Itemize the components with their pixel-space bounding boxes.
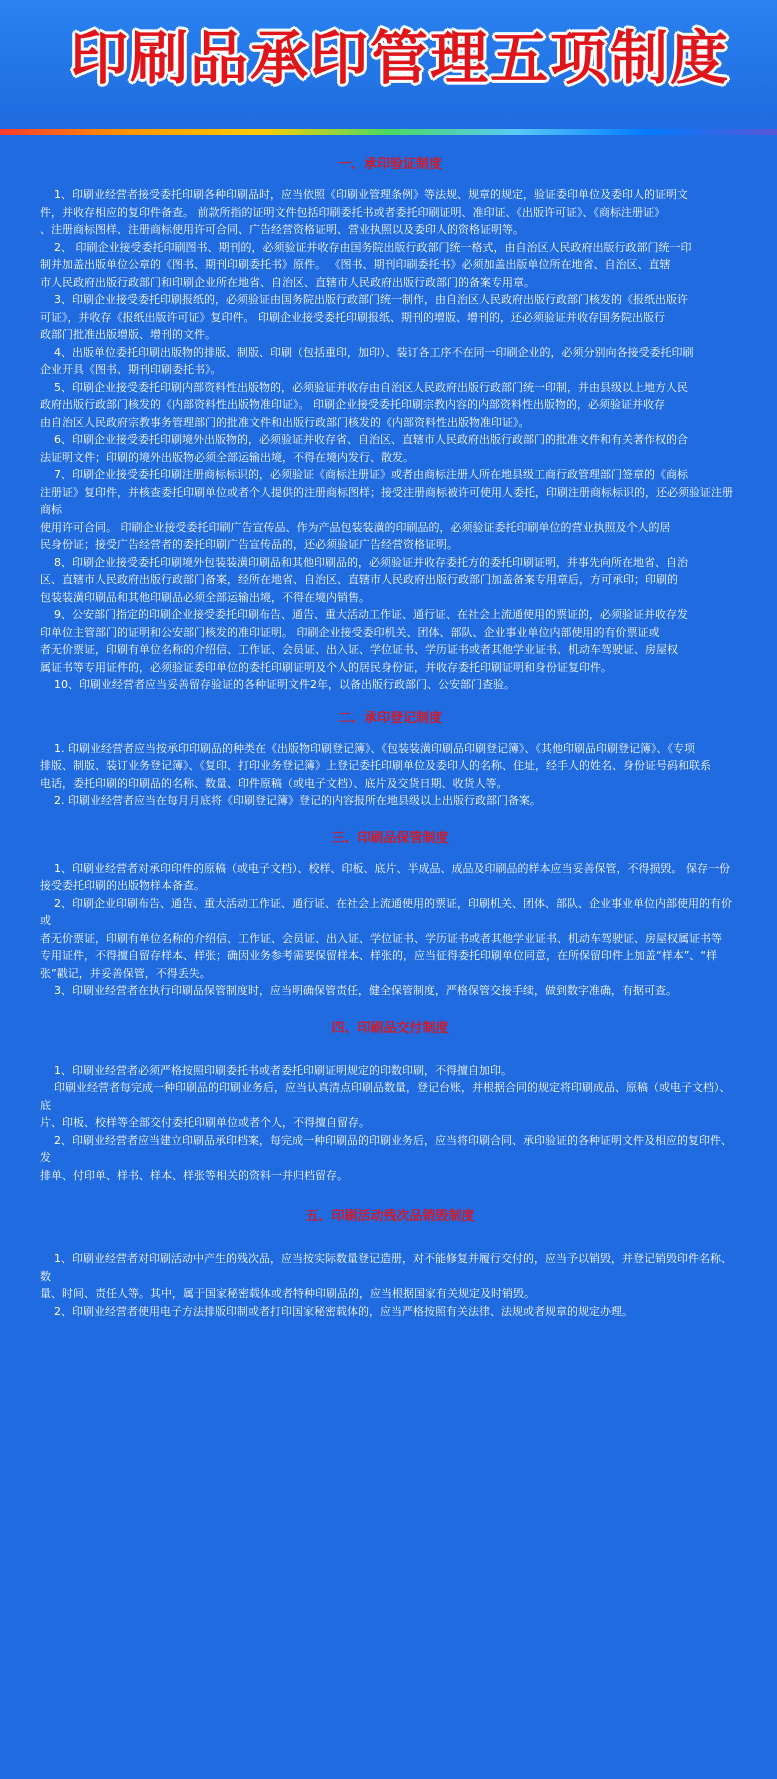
section <box>40 154 740 694</box>
paragraph-line: 2、印刷业经营者应当建立印刷品承印档案，每完成一种印刷品的印刷业务后，应当将印刷合同、承印验证的各种证明文件及相应的复印件、发 <box>40 1133 732 1164</box>
paragraph-line: 电话，委托印刷的印刷品的名称、数量、印件原稿（或电子文档）、底片及交货日期、收货人等。 <box>40 776 508 790</box>
paragraph-line: 注册证》复印件，并核查委托印刷单位或者个人提供的注册商标图样；接受注册商标被许可使用人委托，印刷注册商标标识的，还必须验证注册商标 <box>40 485 733 516</box>
paragraph-line: 2、印刷企业印刷布告、通告、重大活动工作证、通行证、在社会上流通使用的票证，印刷机关、团体、部队、企业事业单位内部使用的有价或 <box>40 896 732 927</box>
section-heading: 五、印刷活动残次品销毁制度 <box>305 1209 475 1224</box>
paragraph-line: 4、出版单位委托印刷出版物的排版、制版、印刷（包括重印，加印）、装订各工序不在同一印刷企业的，必须分别向各接受委托印刷 <box>40 345 694 359</box>
paragraph-line: 属证书等专用证件的，必须验证委印单位的委托印刷证明及个人的居民身份证，并收存委托印刷证明和身份证复印件。 <box>40 660 612 674</box>
section <box>40 1018 740 1185</box>
section <box>40 1206 740 1320</box>
paragraph-line: 企业开具《图书、期刊印刷委托书》。 <box>40 363 222 376</box>
paragraph-line: 2、 印刷企业接受委托印刷图书、期刊的，必须验证并收存由国务院出版行政部门统一格式，由自治区人民政府出版行政部门统一印 <box>40 240 692 254</box>
paragraph-line: 者无价票证，印刷有单位名称的介绍信、工作证、会员证、出入证、学位证书、学历证书或者其他学业证书、机动车驾驶证、房屋权属证书等 <box>40 931 722 945</box>
paragraph-line: 5、印刷企业接受委托印刷内部资料性出版物的，必须验证并收存由自治区人民政府出版行政部门统一印制，并由县级以上地方人民 <box>40 380 688 394</box>
paragraph-line: 印刷业经营者每完成一种印刷品的印刷业务后，应当认真清点印刷品数量，登记台账，并根据合同的规定将印刷成品、原稿（或电子文档）、底 <box>40 1081 731 1112</box>
paragraph-line: 排单、付印单、样书、样本、样张等相关的资料一并归档留存。 <box>40 1168 348 1182</box>
section-spacer <box>40 1050 740 1062</box>
paragraph-line: 1、印刷业经营者对印刷活动中产生的残次品，应当按实际数量登记造册，对不能修复并履行交付的，应当予以销毁，并登记销毁印件名称、数 <box>40 1252 732 1283</box>
paragraph-line: 民身份证；接受广告经营者的委托印刷广告宣传品的，还必须验证广告经营资格证明。 <box>40 538 458 551</box>
paragraph-line: 9、公安部门指定的印刷企业接受委托印刷布告、通告、重大活动工作证、通行证、在社会上流通使用的票证的，必须验证并收存发 <box>40 608 688 621</box>
paragraph-line: 2. 印刷业经营者应当在每月月底将《印刷登记簿》登记的内容报所在地县级以上出版行政部门备案。 <box>40 794 541 807</box>
rainbow-divider <box>0 129 777 135</box>
paragraph-line: 7、印刷企业接受委托印刷注册商标标识的，必须验证《商标注册证》或者由商标注册人所在地县级工商行政管理部门签章的《商标 <box>40 468 688 481</box>
paragraph-line: 可证》，并收存《报纸出版许可证》复印件。 印刷企业接受委托印刷报纸、期刊的增版、增刊的，还必须验证并收存国务院出版行 <box>40 310 665 324</box>
document-body <box>40 150 740 1320</box>
header-banner <box>0 0 777 130</box>
section-heading: 四、印刷品交付制度 <box>331 1020 449 1036</box>
paragraph-line: 1. 印刷业经营者应当按承印印刷品的种类在《出版物印刷登记簿》、《包装装潢印刷品印刷登记簿》、《其他印刷品印刷登记簿》、《专项 <box>40 741 695 755</box>
section <box>40 828 740 1000</box>
paragraph-line: 3、印刷企业接受委托印刷报纸的，必须验证由国务院出版行政部门统一制作，由自治区人民政府出版行政部门核发的《报纸出版许 <box>40 293 688 306</box>
paragraph-line: 3、印刷业经营者在执行印刷品保管制度时，应当明确保管责任，健全保管制度，严格保管交接手续，做到数字准确，有据可查。 <box>40 984 677 997</box>
paragraph-line: 1、印刷业经营者对承印印件的原稿（或电子文档）、校样、印板、底片、半成品、成品及印刷品的样本应当妥善保管，不得损毁。 保存一份 <box>40 861 730 875</box>
section-spacer <box>40 1238 740 1250</box>
paragraph-line: 制并加盖出版单位公章的《图书、期刊印刷委托书》原件。 《图书、期刊印刷委托书》必须加盖出版单位所在地省、自治区、直辖 <box>40 258 671 271</box>
paragraph-line: 法证明文件；印刷的境外出版物必须全部运输出境，不得在境内发行、散发。 <box>40 450 414 464</box>
paragraph-line: 接受委托印刷的出版物样本备查。 <box>40 879 205 892</box>
paragraph-line: 者无价票证，印刷有单位名称的介绍信、工作证、会员证、出入证、学位证书、学历证书或者其他学业证书、机动车驾驶证、房屋权 <box>40 643 678 656</box>
paragraph-line: 10、印刷业经营者应当妥善留存验证的各种证明文件2年，以备出版行政部门、公安部门查验。 <box>40 678 515 691</box>
paragraph-line: 区、直辖市人民政府出版行政部门备案，经所在地省、自治区、直辖市人民政府出版行政部门加盖备案专用章后，方可承印；印刷的 <box>40 573 678 586</box>
paragraph-line: 排版、制版、装订业务登记簿》、《复印、打印业务登记簿》上登记委托印刷单位及委印人的名称、住址，经手人的姓名、身份证号码和联系 <box>40 759 711 772</box>
page-title: 印刷品承印管理五项制度 <box>70 24 731 92</box>
paragraph-line: 片、印板、校样等全部交付委托印刷单位或者个人，不得擅自留存。 <box>40 1116 370 1129</box>
paragraph-line: 市人民政府出版行政部门和印刷企业所在地省、自治区、直辖市人民政府出版行政部门的备案专用章。 <box>40 275 535 289</box>
paragraph-line: 2、印刷业经营者使用电子方法排版印制或者打印国家秘密载体的，应当严格按照有关法律、法规或者规章的规定办理。 <box>40 1304 633 1318</box>
section-heading: 二、承印登记制度 <box>337 710 442 726</box>
paragraph-line: 件，并收存相应的复印件备查。 前款所指的证明文件包括印刷委托书或者委托印刷证明、准印证、《出版许可证》、《商标注册证》 <box>40 205 665 219</box>
paragraph-line: 、注册商标图样、注册商标使用许可合同、广告经营资格证明、营业执照以及委印人的资格证明等。 <box>40 223 524 236</box>
section <box>40 708 740 810</box>
paragraph-line: 8、印刷企业接受委托印刷境外包装装潢印刷品和其他印刷品的，必须验证并收存委托方的委托印刷证明，并事先向所在地省、自治 <box>40 555 688 569</box>
section-heading: 三、印刷品保管制度 <box>331 830 449 846</box>
paragraph-line: 1、印刷业经营者接受委托印刷各种印刷品时，应当依照《印刷业管理条例》等法规、规章的规定，验证委印单位及委印人的证明文 <box>40 188 688 201</box>
paragraph-line: 政府出版行政部门核发的《内部资料性出版物准印证》。 印刷企业接受委托印刷宗教内容的内部资料性出版物的，必须验证并收存 <box>40 398 665 411</box>
paragraph-line: 使用许可合同。 印刷企业接受委托印刷广告宣传品、作为产品包装装潢的印刷品的，必须验证委托印刷单位的营业执照及个人的居 <box>40 520 671 534</box>
paragraph-line: 专用证件，不得擅自留存样本、样张；确因业务参考需要保留样本、样张的，应当征得委托印刷单位同意，在所保留印件上加盖“样本”、“样 <box>40 949 718 962</box>
paragraph-line: 印单位主管部门的证明和公安部门核发的准印证明。 印刷企业接受委印机关、团体、部队、企业事业单位内部使用的有价票证或 <box>40 625 660 639</box>
paragraph-line: 6、印刷企业接受委托印刷境外出版物的，必须验证并收存省、自治区、直辖市人民政府出版行政部门的批准文件和有关著作权的合 <box>40 433 688 446</box>
paragraph-line: 包装装潢印刷品和其他印刷品必须全部运输出境，不得在境内销售。 <box>40 590 370 604</box>
paragraph-line: 由自治区人民政府宗教事务管理部门的批准文件和出版行政部门核发的《内部资料性出版物准印证》。 <box>40 415 530 429</box>
paragraph-line: 政部门批准出版增版、增刊的文件。 <box>40 328 216 341</box>
section-heading: 一、承印验证制度 <box>337 157 442 172</box>
paragraph-line: 张”戳记，并妥善保管，不得丢失。 <box>40 966 211 980</box>
paragraph-line: 1、印刷业经营者必须严格按照印刷委托书或者委托印刷证明规定的印数印刷，不得擅自加印。 <box>40 1063 512 1077</box>
paragraph-line: 量、时间、责任人等。其中，属于国家秘密载体或者特种印刷品的，应当根据国家有关规定及时销毁。 <box>40 1287 535 1300</box>
